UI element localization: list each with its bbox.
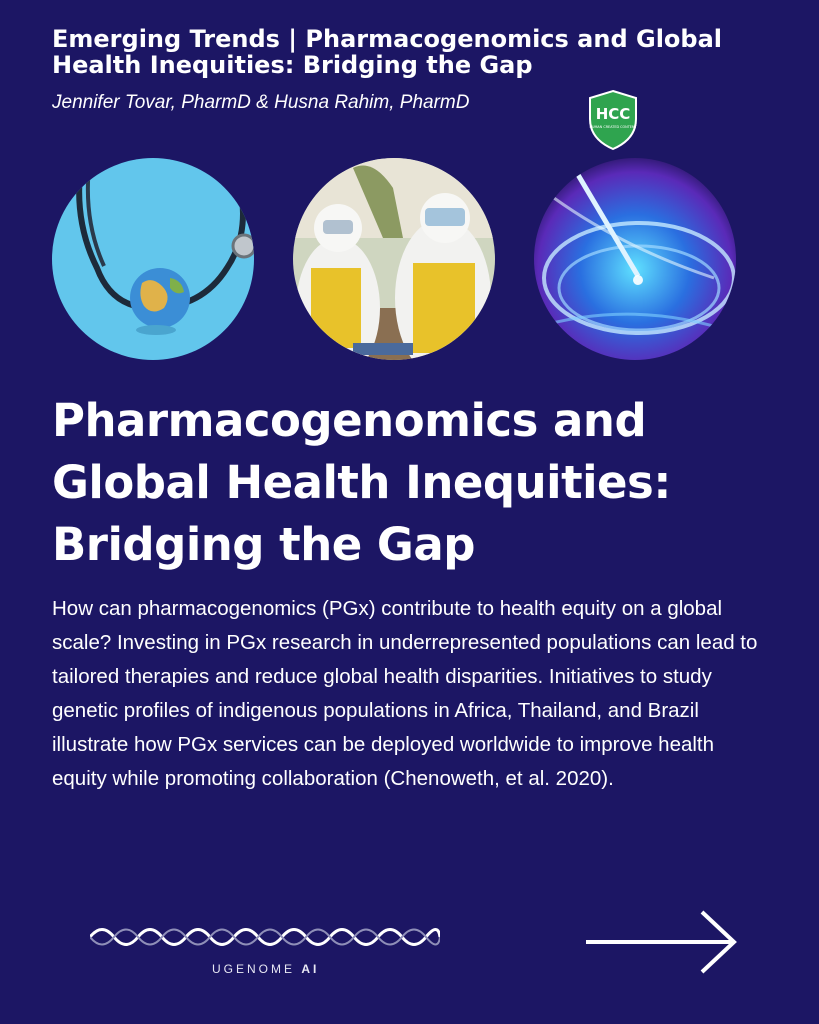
- arrow-right-icon: [584, 908, 740, 976]
- authors: Jennifer Tovar, PharmD & Husna Rahim, PharmD: [52, 92, 470, 113]
- shield-icon: [587, 89, 639, 151]
- dna-wave-icon: [90, 912, 440, 962]
- health-workers-ppe-image: [293, 158, 495, 360]
- badge-subtext: HUMAN CREATED CONTENT: [589, 125, 637, 129]
- logo-caption: [212, 962, 319, 976]
- header-title: Emerging Trends | Pharmacogenomics and Global Health Inequities: Bridging the Gap: [52, 25, 723, 79]
- ugenome-logo: [90, 912, 440, 992]
- next-arrow-button[interactable]: [584, 908, 740, 976]
- body-paragraph: How can pharmacogenomics (PGx) contribute to health equity on a global scale? Investing in PGx research in underrepresented populations can lead to tailored therapies and reduce global health disparities. Initiatives to study genetic profiles of indigenous populations in Africa, Thailand, and Brazil illustrate how PGx services can be deployed worldwide to improve health equity while promoting collaboration (Chenoweth, et al. 2020).: [52, 597, 758, 790]
- hcc-badge: [587, 89, 639, 151]
- laboratory-petri-dish-image: [534, 158, 736, 360]
- main-title: Pharmacogenomics and Global Health Inequities: Bridging the Gap: [52, 394, 671, 571]
- stethoscope-globe-image: [52, 158, 254, 360]
- badge-text: HCC: [595, 105, 631, 123]
- logo-caption-prefix: UGENOME: [212, 962, 296, 976]
- logo-caption-suffix: AI: [301, 962, 320, 976]
